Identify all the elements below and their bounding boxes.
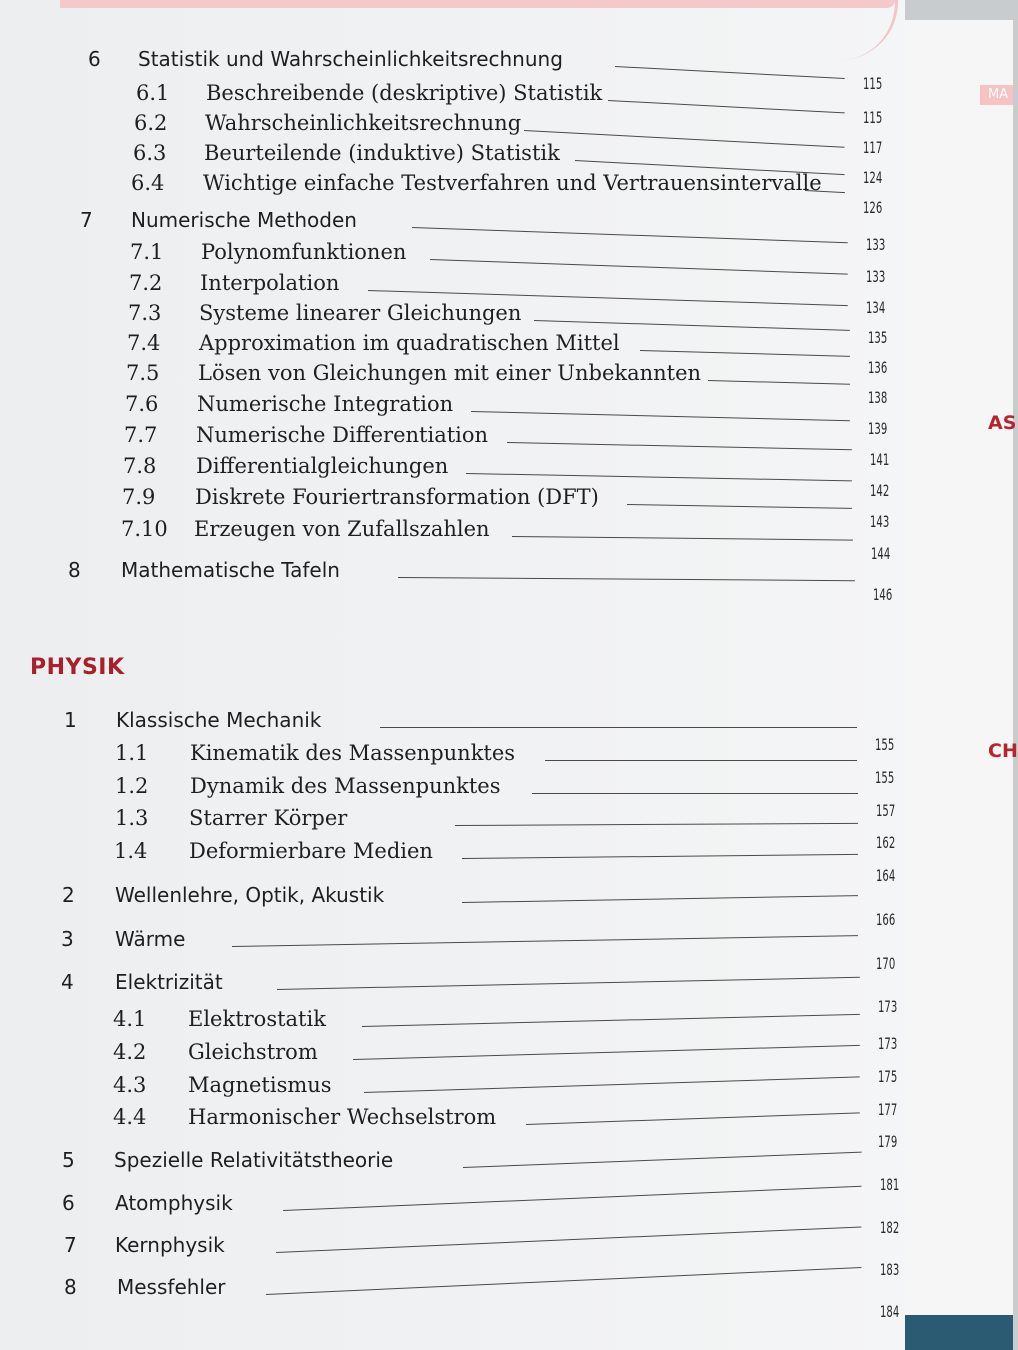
section-number: 7.1	[130, 240, 164, 264]
section-title: Interpolation	[200, 271, 340, 295]
page-number: 117	[863, 138, 883, 157]
page-number: 133	[866, 235, 886, 254]
section-title: Wichtige einfache Testverfahren und Vertrauensintervalle	[203, 171, 822, 195]
section-number: 4.3	[113, 1073, 147, 1097]
chapter-number: 2	[62, 883, 75, 907]
page-number: 183	[880, 1260, 900, 1279]
page-number: 138	[868, 388, 888, 407]
section-number: 6.1	[136, 81, 170, 105]
section-number: 6.3	[133, 141, 167, 165]
chapter-number: 8	[64, 1275, 77, 1299]
section-title: Wahrscheinlichkeitsrechnung	[205, 111, 522, 135]
section-number: 7.9	[122, 485, 156, 509]
section-title: Polynomfunktionen	[201, 240, 407, 264]
page-number: 175	[878, 1067, 898, 1086]
section-number: 1.4	[114, 839, 148, 863]
section-number: 7.2	[129, 271, 163, 295]
chapter-number: 4	[61, 970, 74, 994]
chapter-title: Wellenlehre, Optik, Akustik	[115, 883, 385, 907]
toc-leader-line	[455, 823, 858, 826]
adjacent-page	[905, 20, 1013, 1330]
chapter-title: Numerische Methoden	[131, 208, 357, 232]
section-number: 7.6	[125, 392, 159, 416]
page-number: 136	[868, 358, 888, 377]
page-number: 164	[876, 866, 896, 885]
page-top-band	[60, 0, 895, 8]
section-number: 7.7	[124, 423, 158, 447]
chapter-number: 5	[62, 1148, 75, 1172]
toc-leader-line	[545, 760, 857, 761]
adjacent-page-tab: MA	[980, 85, 1013, 105]
toc-chapter-row	[0, 880, 905, 929]
toc-leader-line	[462, 854, 858, 859]
chapter-title: Wärme	[115, 927, 186, 951]
page-number: 143	[870, 512, 890, 531]
section-title: Numerische Differentiation	[196, 423, 489, 447]
section-number: 4.2	[113, 1040, 147, 1064]
toc-section-row	[0, 1102, 905, 1151]
section-number: 7.8	[123, 454, 157, 478]
adjacent-page-label-as: AS	[988, 412, 1017, 434]
chapter-number: 7	[80, 208, 93, 232]
section-number: 4.4	[113, 1105, 147, 1129]
section-title: Numerische Integration	[197, 392, 454, 416]
page-number: 144	[871, 544, 891, 563]
page-number: 135	[868, 328, 888, 347]
physik-heading: PHYSIK	[30, 655, 125, 680]
chapter-title: Mathematische Tafeln	[121, 558, 340, 582]
toc-leader-line	[462, 895, 858, 903]
section-number: 7.10	[121, 517, 168, 541]
toc-leader-line	[266, 1267, 861, 1295]
toc-chapter-row	[0, 1272, 905, 1321]
page-number: 170	[876, 954, 896, 973]
page-number: 155	[875, 735, 895, 754]
page-number: 115	[863, 74, 883, 93]
section-title: Dynamik des Massenpunktes	[190, 774, 501, 798]
section-title: Elektrostatik	[188, 1007, 326, 1031]
chapter-number: 1	[64, 708, 77, 732]
toc-chapter-row	[0, 1145, 905, 1194]
toc-chapter-row	[0, 555, 905, 604]
chapter-number: 7	[64, 1233, 77, 1257]
toc-chapter-row	[0, 967, 905, 1016]
chapter-number: 3	[61, 927, 74, 951]
toc-leader-line	[232, 935, 858, 947]
toc-leader-line	[526, 1112, 860, 1125]
page-number: 141	[870, 450, 890, 469]
toc-leader-line	[353, 1045, 860, 1060]
page-number: 182	[880, 1218, 900, 1237]
page-number: 124	[863, 168, 883, 187]
chapter-title: Klassische Mechanik	[116, 708, 322, 732]
section-title: Deformierbare Medien	[189, 839, 433, 863]
toc-leader-line	[512, 536, 853, 541]
page-number: 173	[878, 997, 898, 1016]
section-title: Approximation im quadratischen Mittel	[199, 331, 620, 355]
page-number: 115	[863, 108, 883, 127]
chapter-number: 8	[68, 558, 81, 582]
toc-leader-line	[640, 350, 850, 357]
page-number: 157	[876, 801, 896, 820]
page-number: 166	[876, 910, 896, 929]
section-number: 6.4	[131, 171, 165, 195]
section-title: Diskrete Fouriertransformation (DFT)	[195, 485, 599, 509]
toc-chapter-row	[0, 1188, 905, 1237]
chapter-title: Spezielle Relativitätstheorie	[114, 1148, 394, 1172]
toc-leader-line	[283, 1186, 862, 1211]
page-number: 181	[880, 1175, 900, 1194]
toc-section-row	[0, 836, 905, 885]
page-number: 126	[863, 198, 883, 217]
section-title: Lösen von Gleichungen mit einer Unbekannten	[198, 361, 702, 385]
toc-leader-line	[708, 380, 850, 385]
page-number: 134	[866, 298, 886, 317]
toc-section-row	[0, 514, 905, 563]
page-number: 155	[875, 768, 895, 787]
toc-leader-line	[532, 793, 858, 794]
section-number: 1.1	[115, 741, 149, 765]
toc-leader-line	[463, 1152, 862, 1168]
page-number: 139	[868, 419, 888, 438]
section-title: Differentialgleichungen	[196, 454, 449, 478]
toc-leader-line	[466, 473, 852, 481]
section-title: Gleichstrom	[188, 1040, 318, 1064]
adjacent-page-label-ch: CH	[988, 740, 1018, 762]
chapter-title: Messfehler	[117, 1275, 226, 1299]
section-title: Magnetismus	[188, 1073, 332, 1097]
section-number: 4.1	[113, 1007, 147, 1031]
section-title: Harmonischer Wechselstrom	[188, 1105, 497, 1129]
toc-leader-line	[398, 577, 855, 581]
section-number: 7.4	[127, 331, 161, 355]
page-number: 142	[870, 481, 890, 500]
toc-leader-line	[362, 1014, 860, 1027]
section-title: Systeme linearer Gleichungen	[199, 301, 522, 325]
section-number: 1.2	[115, 774, 149, 798]
page-number: 162	[876, 833, 896, 852]
page-number: 173	[878, 1034, 898, 1053]
section-title: Kinematik des Massenpunktes	[190, 741, 516, 765]
section-title: Erzeugen von Zufallszahlen	[194, 517, 490, 541]
page-number: 184	[880, 1302, 900, 1321]
toc-leader-line	[380, 727, 857, 728]
toc-leader-line	[627, 504, 852, 509]
chapter-number: 6	[88, 47, 101, 71]
toc-leader-line	[277, 977, 860, 990]
section-title: Beurteilende (induktive) Statistik	[204, 141, 560, 165]
chapter-title: Kernphysik	[115, 1233, 225, 1257]
section-title: Beschreibende (deskriptive) Statistik	[206, 81, 603, 105]
chapter-title: Elektrizität	[115, 970, 223, 994]
toc-chapter-row	[0, 924, 905, 973]
section-number: 7.5	[126, 361, 160, 385]
section-number: 7.3	[128, 301, 162, 325]
page-number: 133	[866, 267, 886, 286]
toc-leader-line	[507, 442, 852, 450]
toc-leader-line	[276, 1226, 861, 1253]
chapter-number: 6	[62, 1191, 75, 1215]
page-number: 146	[873, 585, 893, 604]
page-number: 179	[878, 1132, 898, 1151]
section-title: Starrer Körper	[189, 806, 348, 830]
toc-chapter-row	[0, 1230, 905, 1279]
toc-section-row	[0, 168, 905, 217]
chapter-title: Atomphysik	[115, 1191, 233, 1215]
page-number: 177	[878, 1100, 898, 1119]
section-number: 6.2	[134, 111, 168, 135]
adjacent-page-bottom-band	[905, 1315, 1013, 1350]
chapter-title: Statistik und Wahrscheinlichkeitsrechnung	[138, 47, 563, 71]
section-number: 1.3	[115, 806, 149, 830]
toc-leader-line	[364, 1076, 860, 1093]
